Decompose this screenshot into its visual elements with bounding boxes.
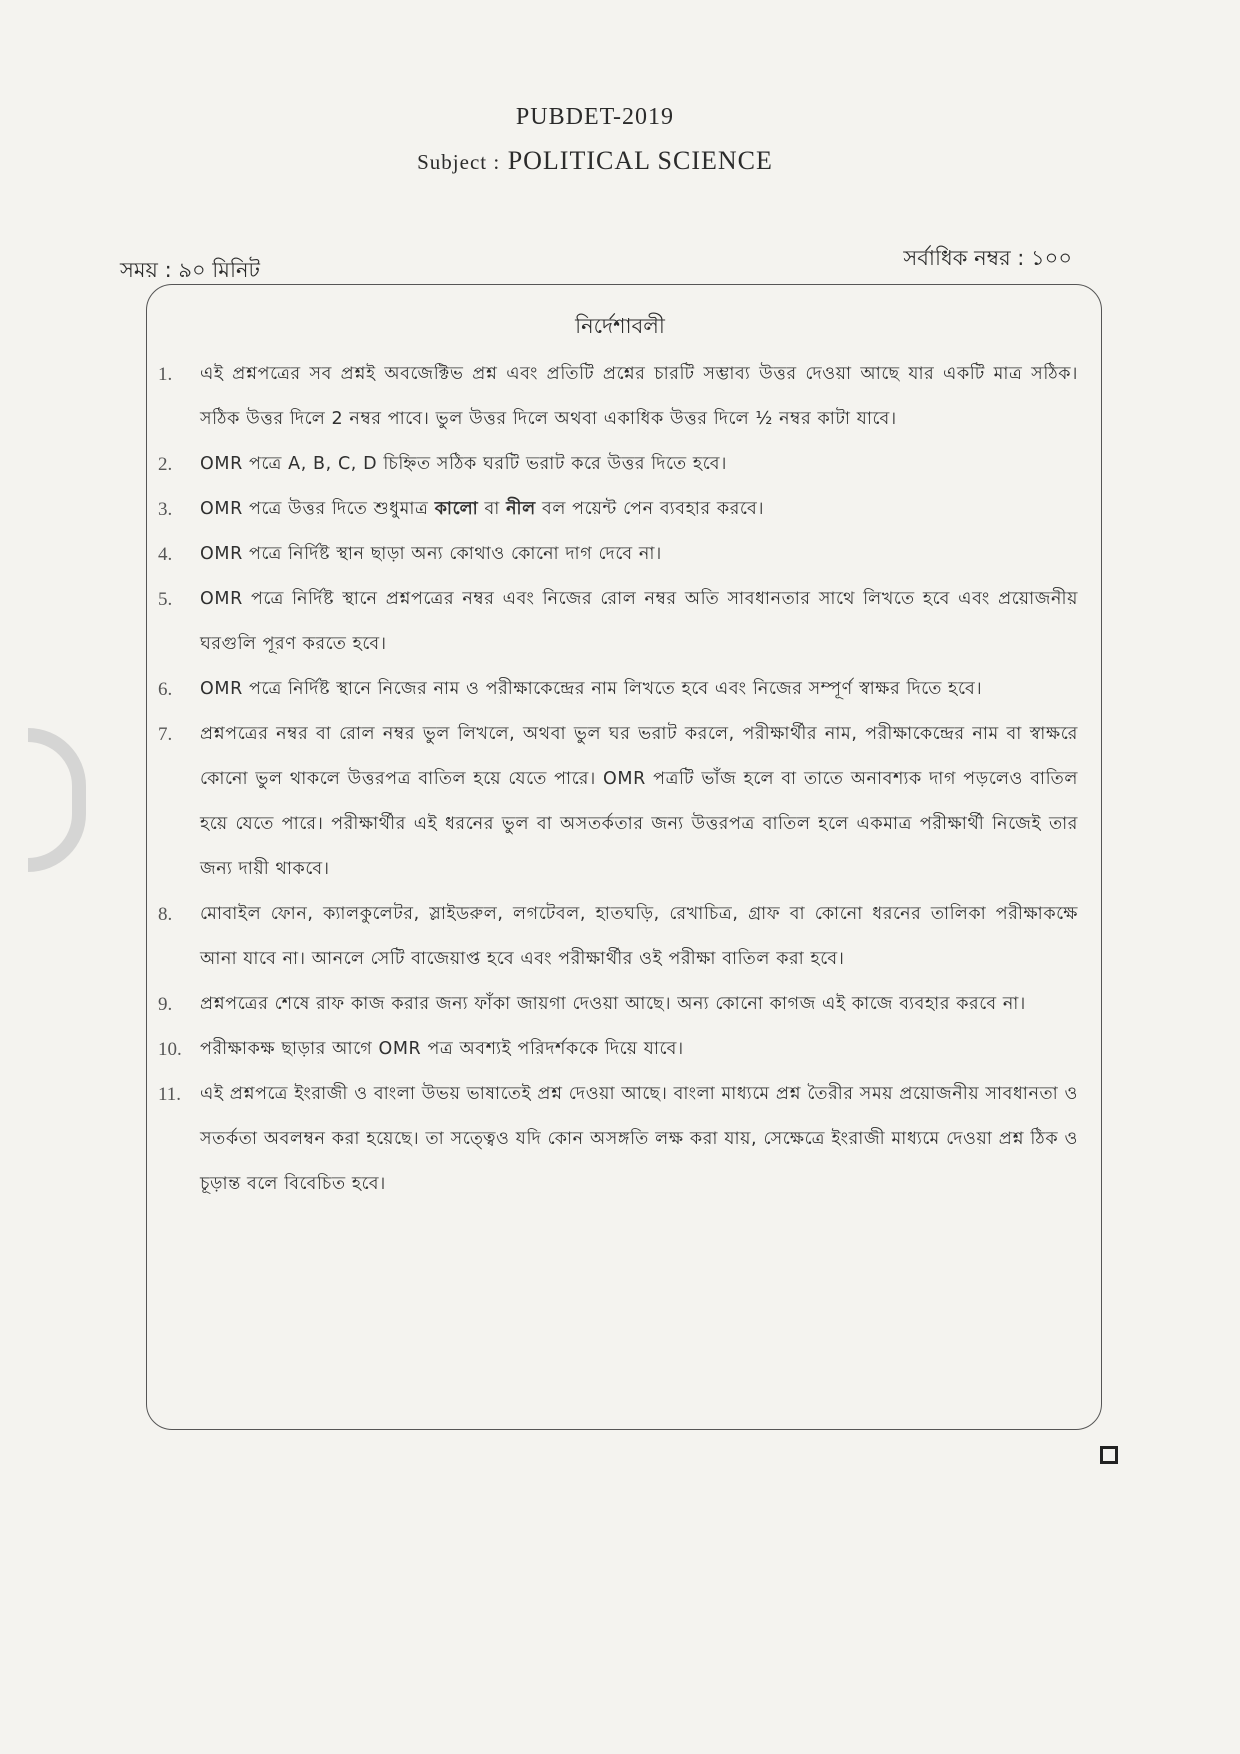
instruction-text: OMR পত্রে নির্দিষ্ট স্থানে নিজের নাম ও পরীক্ষাকেন্দ্রের নাম লিখতে হবে এবং নিজের সম্পূর্ণ স্বাক্ষর দিতে হবে। [200, 679, 983, 699]
instructions-list [158, 352, 1078, 1207]
instruction-text: প্রশ্নপত্রের শেষে রাফ কাজ করার জন্য ফাঁকা জায়গা দেওয়া আছে। অন্য কোনো কাগজ এই কাজে ব্যবহার করবে না। [200, 994, 1026, 1014]
subject-name: POLITICAL SCIENCE [507, 146, 773, 175]
bold-black: কালো [434, 499, 479, 519]
instruction-number: 7. [158, 724, 173, 745]
time-limit: সময় : ৯০ মিনিট [120, 258, 260, 282]
instruction-text: প্রশ্নপত্রের নম্বর বা রোল নম্বর ভুল লিখলে, অথবা ভুল ঘর ভরাট করলে, পরীক্ষার্থীর নাম, পরীক্ষাকেন্দ্রের নাম বা স্বাক্ষরে কোনো ভুল থাকলে উত্তরপত্র বাতিল হয়ে যেতে পারে। OMR পত্রটি ভাঁজ হলে বা তাতে অনাবশ্যক দাগ পড়লেও বাতিল হয়ে যেতে পারে। পরীক্ষার্থীর এই ধরনের ভুল বা অসতর্কতার জন্য উত্তরপত্র বাতিল হলে একমাত্র পরীক্ষার্থী নিজেই তার জন্য দায়ী থাকবে। [200, 724, 1078, 879]
instruction-item [158, 712, 1078, 892]
instruction-text: এই প্রশ্নপত্রের সব প্রশ্নই অবজেক্টিভ প্রশ্ন এবং প্রতিটি প্রশ্নের চারটি সম্ভাব্য উত্তর দেওয়া আছে যার একটি মাত্র সঠিক। সঠিক উত্তর দিলে 2 নম্বর পাবে। ভুল উত্তর দিলে অথবা একাধিক উত্তর দিলে ½ নম্বর কাটা যাবে। [200, 364, 1078, 429]
instruction-text: পরীক্ষাকক্ষ ছাড়ার আগে OMR পত্র অবশ্যই পরিদর্শককে দিয়ে যাবে। [200, 1039, 684, 1059]
instruction-number: 9. [158, 994, 173, 1015]
instruction-number: 8. [158, 904, 173, 925]
subject-label: Subject : [417, 150, 501, 174]
registration-square-mark [1100, 1446, 1118, 1464]
bold-blue: নীল [506, 499, 536, 519]
instruction-item [158, 892, 1078, 982]
instruction-text-part: OMR পত্রে উত্তর দিতে শুধুমাত্র [200, 499, 435, 519]
binding-stamp-mark [28, 728, 86, 872]
instruction-text: এই প্রশ্নপত্রে ইংরাজী ও বাংলা উভয় ভাষাতেই প্রশ্ন দেওয়া আছে। বাংলা মাধ্যমে প্রশ্ন তৈরীর সময় প্রয়োজনীয় সাবধানতা ও সতর্কতা অবলম্বন করা হয়েছে। তা সত্ত্বেও যদি কোন অসঙ্গতি লক্ষ করা যায়, সেক্ষেত্রে ইংরাজী মাধ্যমে দেওয়া প্রশ্ন ঠিক ও চূড়ান্ত বলে বিবেচিত হবে। [200, 1084, 1078, 1194]
instruction-item [158, 487, 1078, 532]
instruction-item [158, 442, 1078, 487]
instruction-number: 2. [158, 454, 173, 475]
instruction-item [158, 982, 1078, 1027]
instruction-number: 11. [158, 1084, 182, 1105]
instruction-text-part: বা [478, 499, 507, 519]
instruction-text: OMR পত্রে A, B, C, D চিহ্নিত সঠিক ঘরটি ভরাট করে উত্তর দিতে হবে। [200, 454, 727, 474]
exam-code: PUBDET-2019 [515, 104, 675, 130]
instructions-title: নির্দেশাবলী [575, 314, 665, 338]
instruction-item [158, 532, 1078, 577]
instruction-item [158, 667, 1078, 712]
instruction-text: OMR পত্রে নির্দিষ্ট স্থানে প্রশ্নপত্রের নম্বর এবং নিজের রোল নম্বর অতি সাবধানতার সাথে লিখতে হবে এবং প্রয়োজনীয় ঘরগুলি পূরণ করতে হবে। [200, 589, 1078, 654]
instruction-item [158, 1027, 1078, 1072]
instruction-item [158, 352, 1078, 442]
instruction-text: মোবাইল ফোন, ক্যালকুলেটর, স্লাইডরুল, লগটেবল, হাতঘড়ি, রেখাচিত্র, গ্রাফ বা কোনো ধরনের তালিকা পরীক্ষাকক্ষে আনা যাবে না। আনলে সেটি বাজেয়াপ্ত হবে এবং পরীক্ষার্থীর ওই পরীক্ষা বাতিল করা হবে। [200, 904, 1078, 969]
instruction-item [158, 577, 1078, 667]
instruction-number: 4. [158, 544, 173, 565]
instruction-number: 5. [158, 589, 173, 610]
instruction-item [158, 1072, 1078, 1207]
instruction-text: OMR পত্রে নির্দিষ্ট স্থান ছাড়া অন্য কোথাও কোনো দাগ দেবে না। [200, 544, 662, 564]
instruction-number: 10. [158, 1039, 182, 1060]
instruction-text-part: বল পয়েন্ট পেন ব্যবহার করবে। [535, 499, 765, 519]
max-marks: সর্বাধিক নম্বর : ১০০ [903, 246, 1072, 270]
instruction-number: 6. [158, 679, 173, 700]
instruction-text [200, 487, 1078, 532]
instruction-number: 1. [158, 364, 173, 385]
instruction-number: 3. [158, 499, 173, 520]
subject-line [0, 146, 1190, 176]
